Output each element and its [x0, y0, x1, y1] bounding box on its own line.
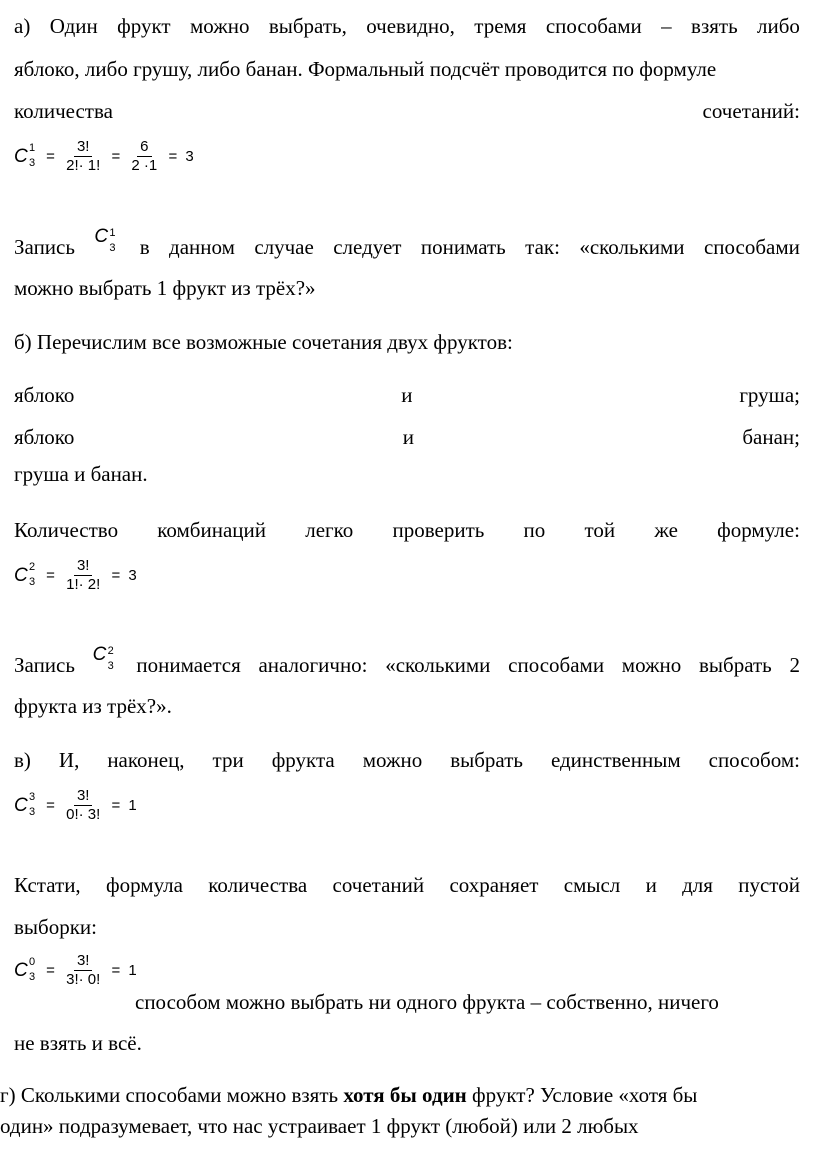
para-b-note-line2: фрукта из трёх?». [14, 694, 172, 718]
list-item: яблоко и груша; [14, 383, 800, 407]
para-d-line2: один» подразумевает, что нас устраивает 1 фрукт (любой) или 2 любых [0, 1114, 639, 1138]
para-d-line1: г) Сколькими способами можно взять хотя бы один фрукт? Условие «хотя бы [0, 1083, 698, 1107]
combination-symbol-inline: C 2 3 [92, 644, 114, 672]
combination-symbol: C 1 3 [14, 141, 36, 169]
fraction: $\frac{3!}{1!\cdot 2!}$ [66, 557, 101, 593]
fraction: $\frac{3!}{3!\cdot 0!}$ [66, 952, 101, 988]
para-a-line1: а) Один фрукт можно выбрать, очевидно, тремя способами – взять либо [14, 14, 800, 38]
para-c-kstati2: выборки: [14, 915, 97, 939]
fraction: $\frac{3!}{0!\cdot 3!}$ [66, 787, 101, 823]
fraction: $\frac{6}{2 \cdot 1}$ [131, 138, 158, 174]
para-b-check: Количество комбинаций легко проверить по той же формуле: [14, 518, 800, 542]
emphasis: хотя бы один [343, 1083, 467, 1107]
para-a-line3: количества сочетаний: [14, 99, 800, 123]
para-a-line2: яблоко, либо грушу, либо банан. Формальный подсчёт проводится по формуле [14, 57, 717, 81]
para-a-note-line2: можно выбрать 1 фрукт из трёх?» [14, 276, 316, 300]
combination-symbol-inline: C 1 3 [94, 226, 116, 254]
para-a-note-line1: Запись C 1 3 в данном случае следует понимать так: «сколькими способами [14, 235, 800, 259]
combination-symbol: C 3 3 [14, 790, 36, 818]
para-c-tail2: не взять и всё. [14, 1031, 142, 1055]
list-item: груша и банан. [14, 462, 148, 486]
para-b-intro: б) Перечислим все возможные сочетания двух фруктов: [14, 330, 513, 354]
formula-c33: C 3 3 = $\frac{3!}{0!\cdot 3!}$ = 1 [14, 787, 137, 823]
para-b-note-line1: Запись C 2 3 понимается аналогично: «сколькими способами можно выбрать 2 [14, 653, 800, 677]
formula-c32: C 2 3 = $\frac{3!}{1!\cdot 2!}$ = 3 [14, 557, 137, 593]
para-c-tail1: способом можно выбрать ни одного фрукта – собственно, ничего [135, 990, 719, 1014]
para-c-kstati1: Кстати, формула количества сочетаний сохраняет смысл и для пустой [14, 873, 800, 897]
fraction: $\frac{3!}{2!\cdot 1!}$ [66, 138, 101, 174]
formula-c31: C 1 3 = $\frac{3!}{2!\cdot 1!}$ = $\frac{6}{2 \cdot 1}$ = 3 [14, 138, 194, 174]
combination-symbol: C 0 3 [14, 955, 36, 983]
para-c-line1: в) И, наконец, три фрукта можно выбрать единственным способом: [14, 748, 800, 772]
combination-symbol: C 2 3 [14, 560, 36, 588]
list-item: яблоко и банан; [14, 425, 800, 449]
formula-c30: C 0 3 = $\frac{3!}{3!\cdot 0!}$ = 1 [14, 952, 137, 988]
